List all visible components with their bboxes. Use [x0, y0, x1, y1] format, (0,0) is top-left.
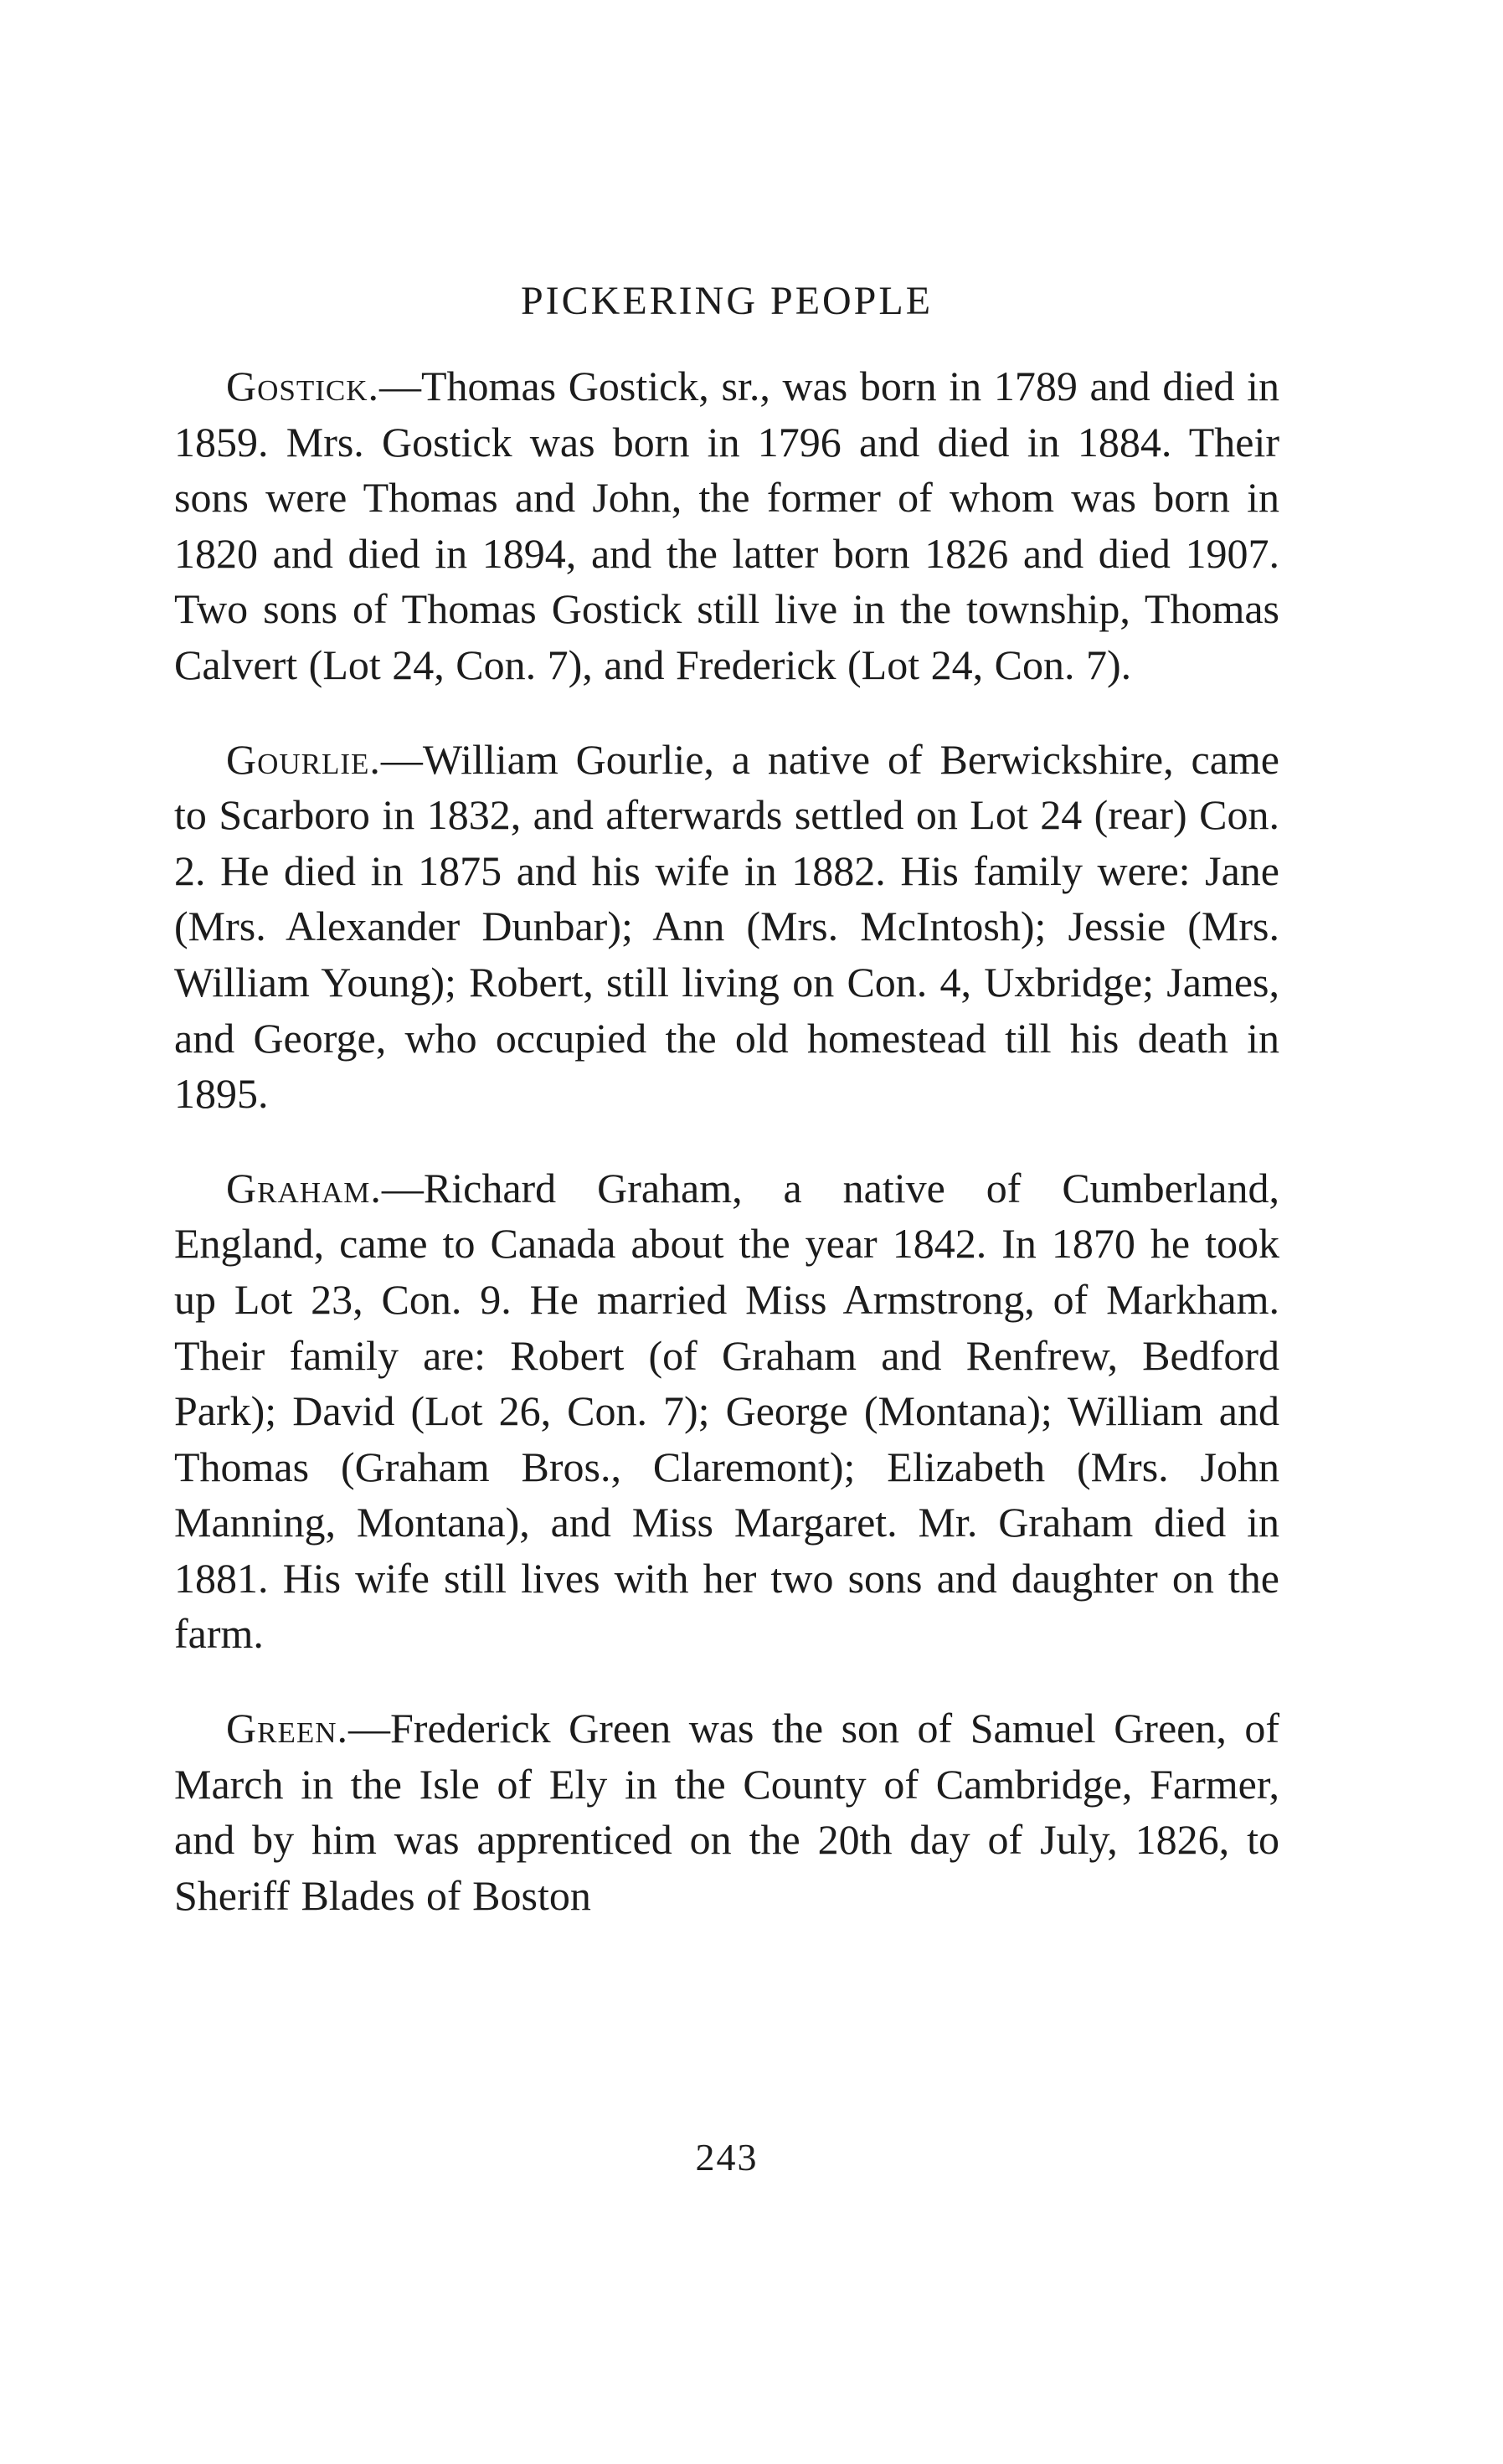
entry-text: —Richard Graham, a native of Cumberland, England, came to Canada about the year 1842. In 1870 he took up Lot 23, Con. 9. He married Miss Armstrong, of Markham. Their family are: Robert (of Graham and Renfrew, Bedford Park); David (Lot 26, Con. 7); George (Montana); William and Thomas (Graham Bros., Claremont); Elizabeth (Mrs. John Manning, Montana), and Miss Margaret. Mr. Graham died in 1881. His wife still lives with her two sons and daughter on the farm.	[174, 1164, 1279, 1658]
entry-green	[174, 1700, 1279, 1923]
book-page	[174, 276, 1279, 2179]
entry-gostick	[174, 358, 1279, 693]
entry-text: —Thomas Gostick, sr., was born in 1789 and died in 1859. Mrs. Gostick was born in 1796 and died in 1884. Their sons were Thomas and John, the former of whom was born in 1820 and died in 1894, and the latter born 1826 and died 1907. Two sons of Thomas Gostick still live in the township, Thomas Calvert (Lot 24, Con. 7), and Frederick (Lot 24, Con. 7).	[174, 363, 1279, 688]
entry-graham	[174, 1160, 1279, 1662]
page-number: 243	[695, 2136, 759, 2179]
entry-name: Green.	[226, 1705, 348, 1752]
entry-name: Gourlie.	[226, 735, 381, 783]
entry-name: Gostick.	[226, 363, 380, 409]
running-header: PICKERING PEOPLE	[520, 279, 934, 323]
entry-gourlie	[174, 732, 1279, 1122]
entry-name: Graham.	[226, 1164, 382, 1211]
entry-text: —William Gourlie, a native of Berwickshire, came to Scarboro in 1832, and afterwards settled on Lot 24 (rear) Con. 2. He died in 1875 and his wife in 1882. His family were: Jane (Mrs. Alexander Dunbar); Ann (Mrs. McIntosh); Jessie (Mrs. William Young); Robert, still living on Con. 4, Uxbridge; James, and George, who occupied the old homestead till his death in 1895.	[174, 735, 1279, 1118]
entry-text: —Frederick Green was the son of Samuel Green, of March in the Isle of Ely in the County of Cambridge, Farmer, and by him was apprenticed on the 20th day of July, 1826, to Sheriff Blades of Boston	[174, 1705, 1279, 1919]
